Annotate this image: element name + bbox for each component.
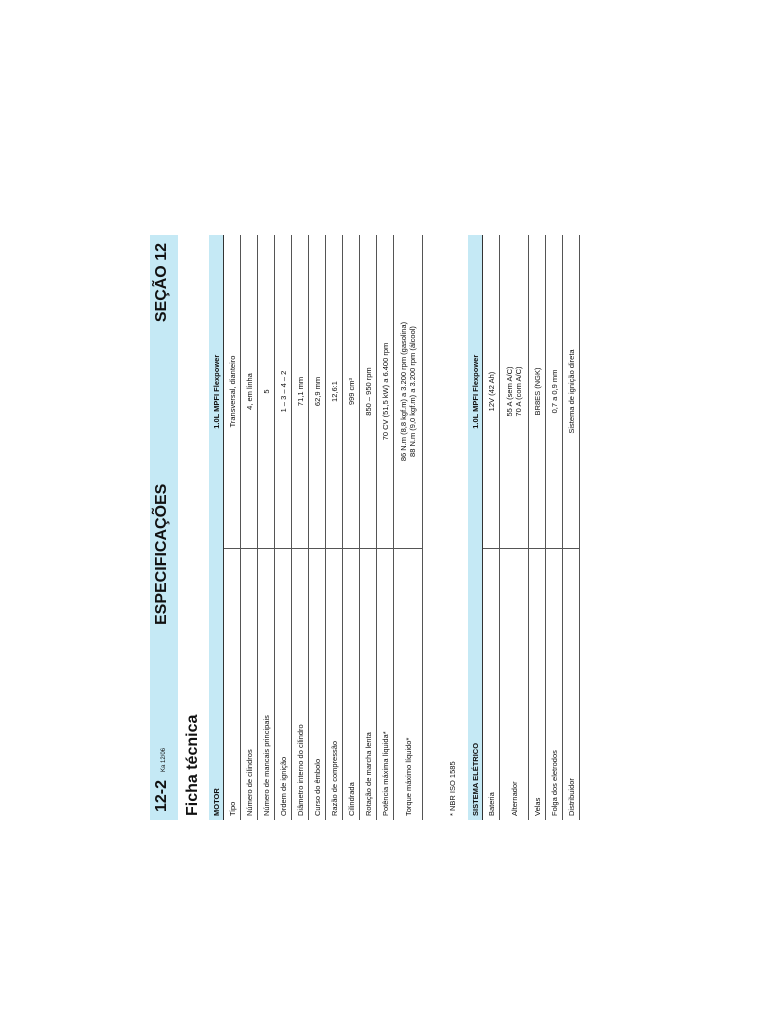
row-label: Tipo xyxy=(224,549,241,821)
table-heading: SISTEMA ELÉTRICO xyxy=(468,549,483,821)
row-label: Bateria xyxy=(483,549,500,821)
table-row xyxy=(275,235,292,820)
table-heading: MOTOR xyxy=(209,549,224,821)
row-label: Ordem de ignição xyxy=(275,549,292,821)
row-value-line: 70 A (com A/C) xyxy=(514,366,523,417)
table-row xyxy=(309,235,326,820)
table-row xyxy=(546,235,563,820)
row-value: Sistema de ignição direta xyxy=(563,235,580,549)
chapter-title: ESPECIFICAÇÕES xyxy=(153,483,170,625)
row-value: 71,1 mm xyxy=(292,235,309,549)
row-value-line: 55 A (sem A/C) xyxy=(505,366,514,417)
page-number: 12-2 xyxy=(153,779,170,812)
table-row xyxy=(258,235,275,820)
row-label: Número de cilindros xyxy=(241,549,258,821)
table-row xyxy=(343,235,360,820)
column-heading: 1.0L MPFI Flexpower xyxy=(209,235,224,549)
motor-spec-table xyxy=(209,235,423,820)
section-title: SEÇÃO 12 xyxy=(153,243,170,323)
row-label: Cilindrada xyxy=(343,549,360,821)
row-label: Razão de compressão xyxy=(326,549,343,821)
row-label: Diâmetro interno do cilindro xyxy=(292,549,309,821)
table-row xyxy=(326,235,343,820)
row-value: 999 cm³ xyxy=(343,235,360,549)
table-row xyxy=(483,235,500,820)
footnote: * NBR ISO 1585 xyxy=(448,761,457,816)
table-row xyxy=(563,235,580,820)
row-value-line: 86 N.m (8,8 kgf.m) a 3.200 rpm (gasolina) xyxy=(399,321,408,462)
row-value xyxy=(500,235,529,549)
row-value: BR8ES (NGK) xyxy=(529,235,546,549)
row-value: 0,7 a 0,9 mm xyxy=(546,235,563,549)
page-title: Ficha técnica xyxy=(184,714,201,816)
row-value: 4, em linha xyxy=(241,235,258,549)
row-value: 70 CV (51,5 kW) a 6.400 rpm xyxy=(377,235,394,549)
row-label: Rotação de marcha lenta xyxy=(360,549,377,821)
electrical-spec-table xyxy=(468,235,580,820)
row-value: Transversal, dianteiro xyxy=(224,235,241,549)
row-label: Velas xyxy=(529,549,546,821)
table-header-row xyxy=(209,235,224,820)
rotated-page xyxy=(150,235,576,820)
row-label: Torque máximo líquido* xyxy=(394,549,423,821)
row-value: 5 xyxy=(258,235,275,549)
row-value: 850 – 950 rpm xyxy=(360,235,377,549)
row-value xyxy=(394,235,423,549)
row-label: Potência máxima líquida* xyxy=(377,549,394,821)
table-row xyxy=(394,235,423,820)
row-value: 1 – 3 – 4 – 2 xyxy=(275,235,292,549)
table-row xyxy=(224,235,241,820)
table-row xyxy=(377,235,394,820)
table-header-row xyxy=(468,235,483,820)
page-header xyxy=(150,235,178,820)
row-label: Alternador xyxy=(500,549,529,821)
row-label: Folga dos eletrodos xyxy=(546,549,563,821)
column-heading: 1.0L MPFI Flexpower xyxy=(468,235,483,549)
table-row xyxy=(360,235,377,820)
table-row xyxy=(529,235,546,820)
row-label: Número de mancais principais xyxy=(258,549,275,821)
table-row xyxy=(500,235,529,820)
row-value: 62,9 mm xyxy=(309,235,326,549)
row-label: Distribuidor xyxy=(563,549,580,821)
row-label: Curso do êmbolo xyxy=(309,549,326,821)
table-row xyxy=(241,235,258,820)
page-reference: Ka 12/06 xyxy=(161,747,167,772)
row-value: 12V (42 Ah) xyxy=(483,235,500,549)
table-row xyxy=(292,235,309,820)
row-value: 12,6:1 xyxy=(326,235,343,549)
row-value-line: 88 N.m (9,0 kgf.m) a 3.200 rpm (álcool) xyxy=(408,326,417,457)
